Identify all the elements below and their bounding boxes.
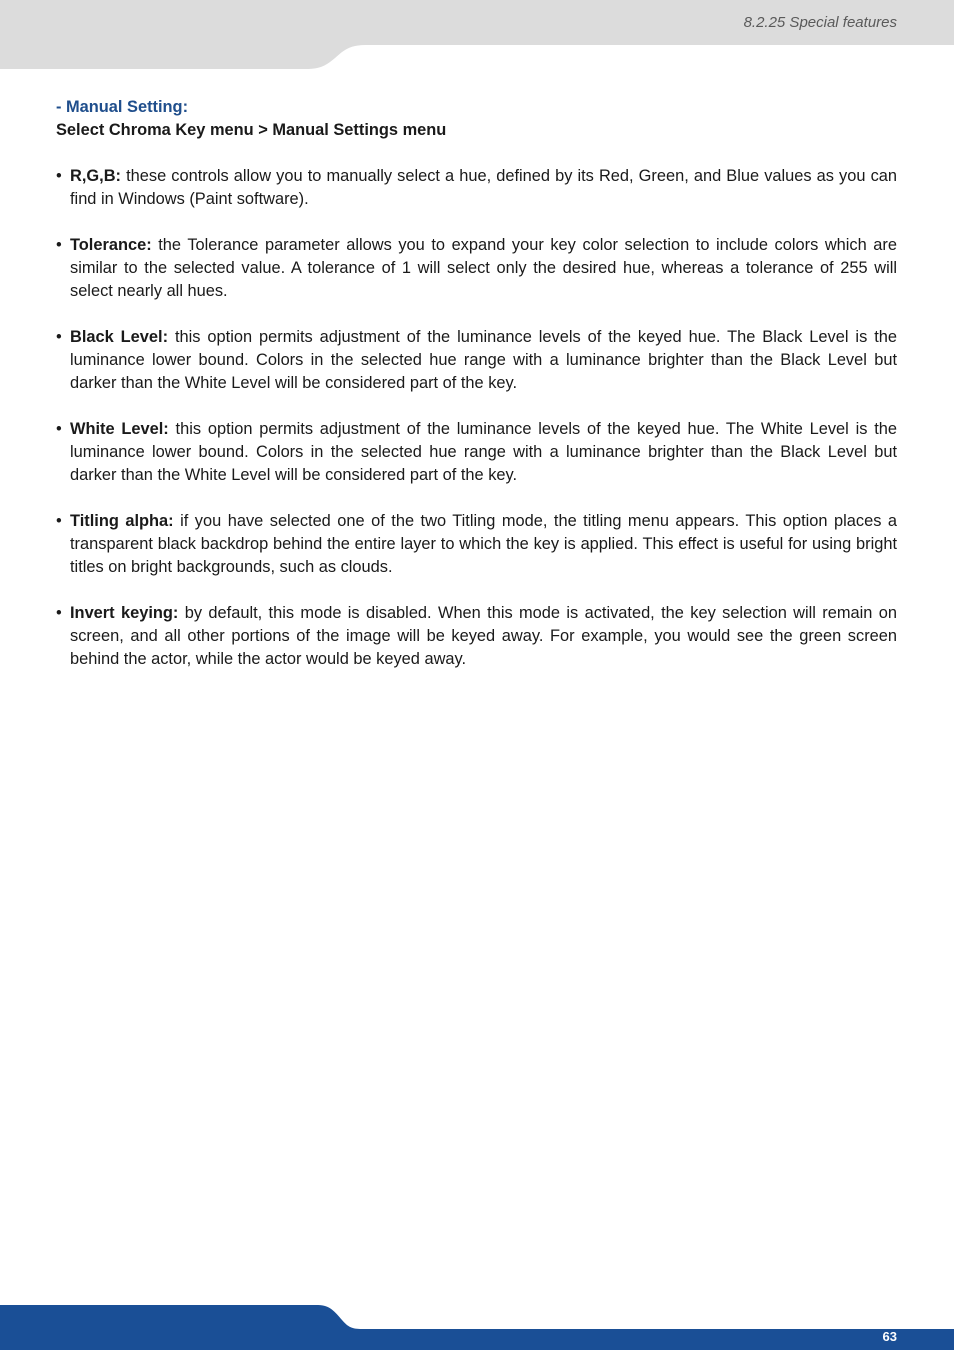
bullet-text: the Tolerance parameter allows you to expand your key color selection to include colors which are similar to the selected value. A tolerance of 1 will select only the desired hue, whereas a tolerance of 255 will select nearly all hues.	[70, 236, 897, 300]
page-number: 63	[882, 1329, 897, 1344]
bullet-black-level	[56, 326, 897, 395]
bullet-tolerance	[56, 234, 897, 303]
footer-band	[0, 1300, 954, 1350]
header-section-title: 8.2.25 Special features	[743, 14, 897, 31]
bullet-term: Black Level:	[70, 328, 169, 346]
header-band	[0, 0, 954, 70]
bullet-invert-keying	[56, 602, 897, 671]
bullet-term: Titling alpha:	[70, 512, 174, 530]
bullet-titling-alpha	[56, 510, 897, 579]
bullet-text: this option permits adjustment of the luminance levels of the keyed hue. The Black Level is the luminance lower bound. Colors in the selected hue range with a luminance brighter than the Black Level but darker than the White Level will be considered part of the key.	[70, 328, 897, 392]
section-heading: - Manual Setting:	[56, 98, 189, 116]
bullet-term: White Level:	[70, 420, 169, 438]
menu-path: Select Chroma Key menu > Manual Settings menu	[56, 121, 447, 139]
main-content	[56, 96, 897, 694]
bullet-text: this option permits adjustment of the luminance levels of the keyed hue. The White Level is the luminance lower bound. Colors in the selected hue range with a luminance brighter than the Black Level but darker than the White Level will be considered part of the key.	[70, 420, 897, 484]
bullet-rgb	[56, 165, 897, 211]
bullet-term: Tolerance:	[70, 236, 152, 254]
bullet-white-level	[56, 418, 897, 487]
bullet-term: R,G,B:	[70, 167, 121, 185]
bullet-text: if you have selected one of the two Titling mode, the titling menu appears. This option places a transparent black backdrop behind the entire layer to which the key is applied. This effect is useful for using bright titles on bright backgrounds, such as clouds.	[70, 512, 897, 576]
header-band-shape	[0, 0, 954, 69]
bullet-term: Invert keying:	[70, 604, 179, 622]
bullet-text: these controls allow you to manually select a hue, defined by its Red, Green, and Blue values as you can find in Windows (Paint software).	[70, 167, 897, 208]
footer-band-shape	[0, 1305, 954, 1350]
bullet-text: by default, this mode is disabled. When this mode is activated, the key selection will remain on screen, and all other portions of the image will be keyed away. For example, you would see the green screen behind the actor, while the actor would be keyed away.	[70, 604, 897, 668]
